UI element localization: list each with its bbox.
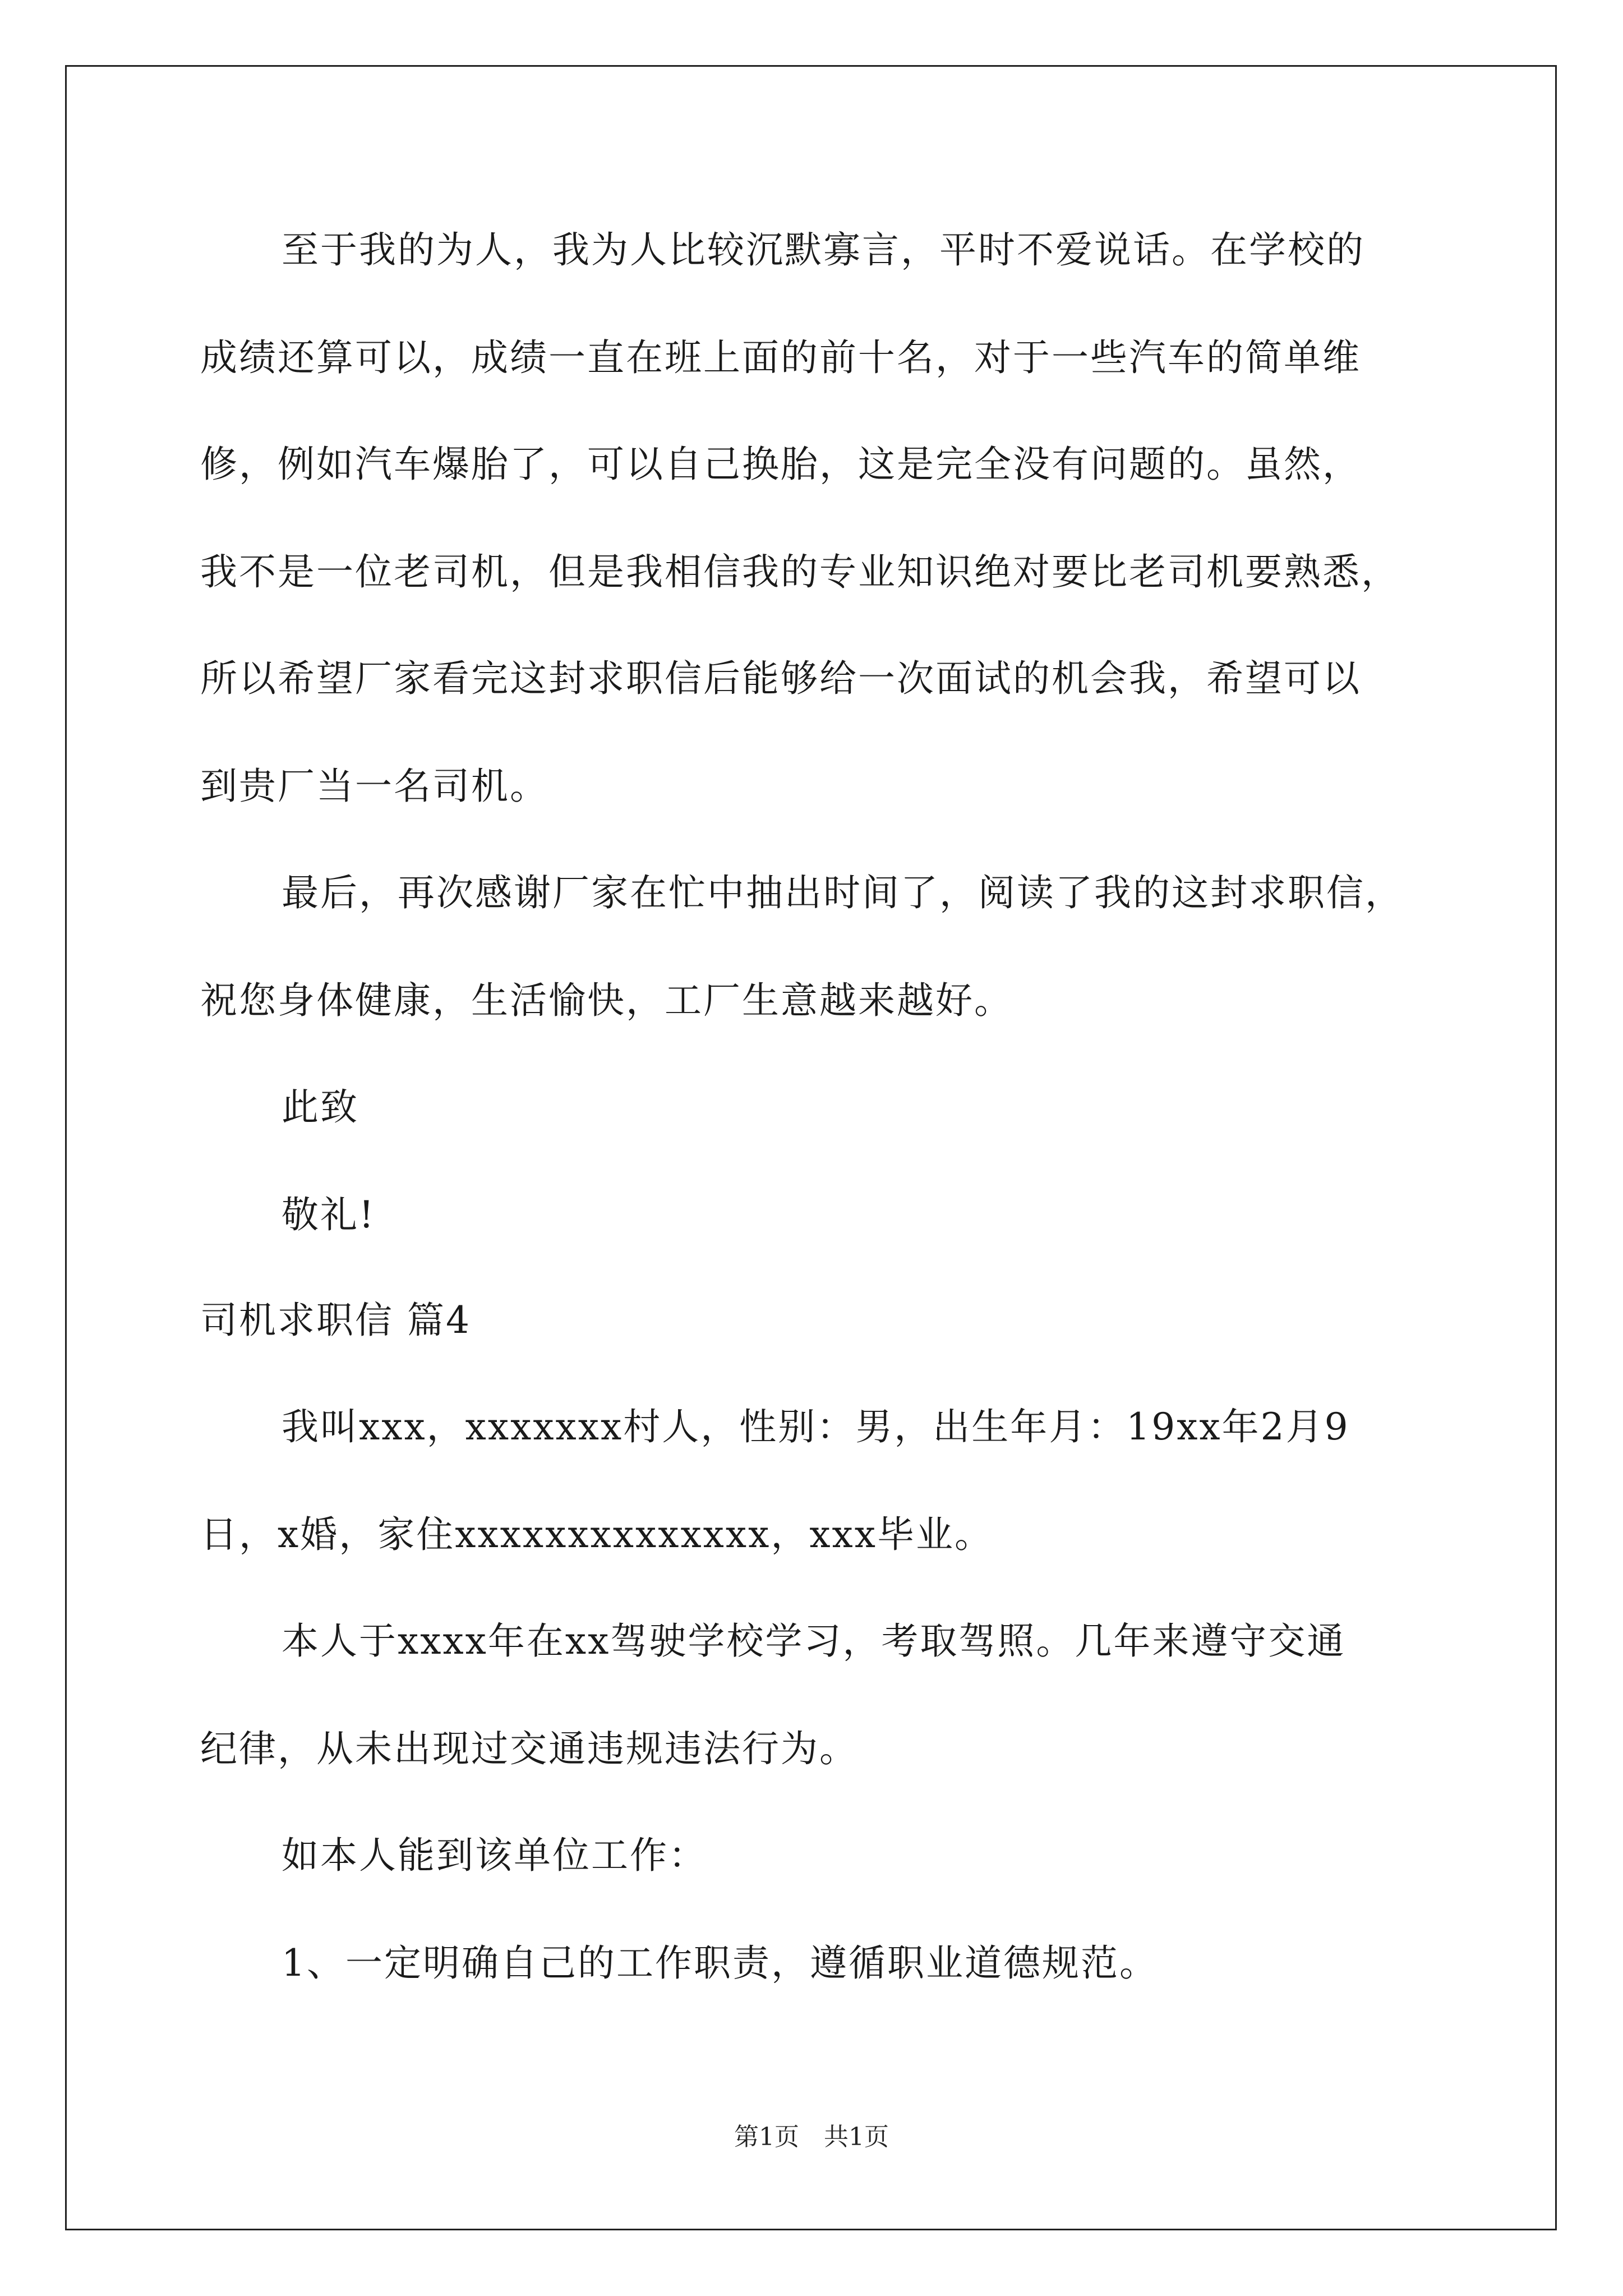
paragraph-line: 如本人能到该单位工作： (282, 1834, 707, 1877)
paragraph-line: 成绩还算可以，成绩一直在班上面的前十名，对于一些汽车的简单维 (200, 336, 1361, 379)
paragraph-line: 纪律，从未出现过交通违规违法行为。 (200, 1727, 858, 1770)
paragraph-line: 本人于xxxx年在xx驾驶学校学习，考取驾照。几年来遵守交通 (282, 1619, 1346, 1663)
paragraph-line: 我叫xxx，xxxxxxx村人，性别：男，出生年月：19xx年2月9 (282, 1405, 1350, 1448)
paragraph-line: 祝您身体健康，生活愉快，工厂生意越来越好。 (200, 979, 1013, 1022)
closing-salutation: 此致 (282, 1085, 359, 1129)
paragraph-line: 日，x婚，家住xxxxxxxxxxxxxx，xxx毕业。 (200, 1513, 993, 1556)
list-item: 1、一定明确自己的工作职责，遵循职业道德规范。 (282, 1941, 1158, 1985)
section-heading: 司机求职信 篇4 (200, 1299, 471, 1342)
paragraph-line: 我不是一位老司机，但是我相信我的专业知识绝对要比老司机要熟悉， (200, 550, 1400, 593)
page-border (65, 65, 1557, 2230)
paragraph-line: 至于我的为人，我为人比较沉默寡言，平时不爱说话。在学校的 (282, 228, 1365, 272)
page-number: 第1页 共1页 (734, 2123, 889, 2151)
paragraph-line: 最后，再次感谢厂家在忙中抽出时间了，阅读了我的这封求职信， (282, 871, 1404, 914)
paragraph-line: 修，例如汽车爆胎了，可以自己换胎，这是完全没有问题的。虽然， (200, 443, 1361, 486)
closing-regards: 敬礼! (282, 1193, 376, 1236)
paragraph-line: 所以希望厂家看完这封求职信后能够给一次面试的机会我，希望可以 (200, 657, 1361, 700)
paragraph-line: 到贵厂当一名司机。 (200, 765, 548, 808)
